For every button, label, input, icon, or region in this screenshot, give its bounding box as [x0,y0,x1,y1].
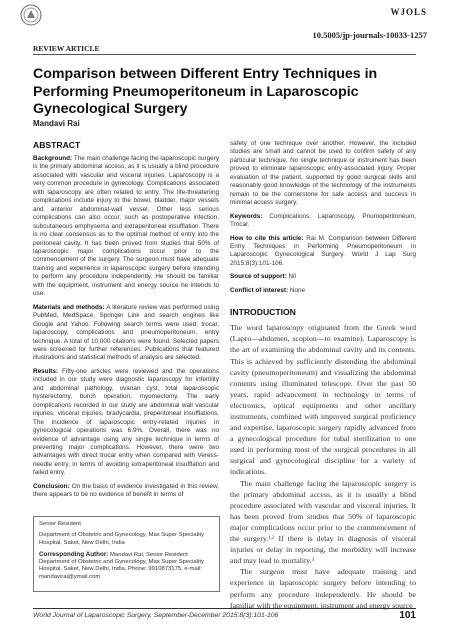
intro-paragraph-2: The main challenge facing the laparoscopic surgery is the primary abdominal access, as it is usually a blind procedure associated with vascular and visceral injuries. It has been proved from studies that 50% of laparoscopic major complications occur prior to the commencement of the surgery.$^{1,2}$ If there is delay in diagnosis of visceral injuries or delay in reporting, the morbidity will increase and may lead to mortality.$^3$ [230,478,416,566]
header-divider [33,54,416,55]
abstract-conclusion-cont: safety of one technique over another. However, the included studies are small and cannot be used to confirm safety of any particular technique. No single technique or instrument has been proved to eliminate laparoscopic entry-associated injury. Proper evaluation of the patient, supported by good surgical skills and reasonably good knowledge of the technology of the instruments remain to be the cornerstone for safe access and success in minimal access surgery. [230,140,416,207]
author-role: Senior Resident [39,521,81,527]
abstract-conclusion: Conclusion: On the basis of evidence investigated in this review, there appears to be no evidence of benefit in terms of [33,482,219,499]
abstract-left-column [33,140,219,505]
article-title: Comparison between Different Entry Techniques in Performing Pneumoperitoneum in Laparoscopic Gynecological Surgery [33,66,378,117]
author-affiliation-box [33,516,220,592]
keywords: Keywords: Complications, Laparoscopy, Pnumoperitoneum, Trocar. [230,212,417,229]
corresponding-author: Corresponding Author: Mandavi Rai, Senior Resident Department of Obstetric and Gynecology, Max Super Speciality Hospital, Saket, New Delhi, India, Phone: 9910873175, e-mail: mandavirai@ymail.com [39,550,204,580]
abstract-results: Results: Fifty-one articles were reviewed and the operations included in our study were diagnostic laparoscopy for infertility and abdominal pathology, ovarian cyst, total laparoscopic hysterectomy, burch operation, myomectomy. The early complications recorded in our study are abdominal wall vascular injuries, visceral injuries, bradycardia, preperitoneal insufflations. The incidence of laparoscopic entry-related injuries in gynecological operations was 6.9%. Overall, there was no evidence of advantage using any single technique in terms of preventing major complications. However, there were two advantages with direct trocar entry when compared with Veress-needle entry, in terms of avoiding extraperitoneal insufflation and failed entry. [33,367,220,477]
page-number: 101 [399,610,416,621]
footer-journal-line: World Journal of Laparoscopic Surgery, September-December 2015;8(3):101-106 [33,612,279,619]
abstract-background: Background: The main challenge facing the laparoscopic surgery is the primary abdominal access, as it is usually a blind procedure associated with vascular and visceral injuries. Laparoscopy is a very common procedure in gynecology. Complications associated with laparoscopy are often related to entry. The life-threatening complications include injury to the bowel, bladder, major vessels and anterior abdominal-wall vessel. Other less serious complications can also occur, such as postoperative infection, subcutaneous emphysema and extraperitoneal insufflation. There is no clear consensus as to the optimal method of entry into the peritoneal cavity. It has been proved from studies that 50% of laparoscopic major complications occur prior to the commencement of the surgery. The surgeon must have adequate training and experience in laparoscopic surgery before intending to perform any procedure independently. He should be familiar with the equipment, instrument and energy source he intends to use. [33,155,219,298]
abstract-methods: Materials and methods: A literature review was performed using PubMed, MedSpace, Springer Link and search engines like Google and Yahoo. Following search terms were used: trocar, laparoscopy, complications and pneumoperitoneum, entry technique. A total of 10,000 citations were found. Selected papers were screened for further references. Publications that featured illustrations and statistical methods of analysis are selected. [33,303,219,362]
intro-paragraph-1: The word laparoscopy originated from the Greek word (Lapro—abdomen, scopion—to examine). Laparoscopy is the art of examining the abdominal cavity and its contents. This is achieved by sufficiently distending the abdominal cavity (pneumoperitoneum) and visualizing the abdominal contents using illuminated telescope. Over the past 50 years, rapid advancement in technology in terms of electronics, optical equipments and other ancillary instruments, combined with improved surgical proficiency and expertise, laparoscopic surgery rapidly advanced from a gynecological procedure for tubal sterilization to one used in performing most of the surgical procedures in all surgical and gynecological discipline for a variety of indications. [230,323,416,477]
journal-logo-icon [20,4,42,26]
author-department: Department of Obstetric and Gynecology, Max Super Speciality Hospital, Saket, New Delhi, India [39,532,204,546]
header-band [0,0,449,27]
source-of-support: Source of support: Nil [230,273,296,281]
conflict-of-interest: Conflict of interest: None [230,286,306,294]
how-to-cite: How to cite this article: Rai M. Comparison between Different Entry Techniques in Performing Pneumoperitoneum in Laparoscopic Gynecological Surgery. World J Lap Surg 2015;8(3):101-106. [230,234,416,267]
introduction-heading: INTRODUCTION [230,307,296,318]
journal-tag: WJOLS [390,7,427,17]
right-column [230,140,416,611]
article-type: REVIEW ARTICLE [33,44,100,53]
intro-paragraph-3: The surgeon must have adequate training and experience in laparoscopic surgery before intending to perform any procedure independently. He should be familiar with the equipment, instrument and energy source [230,567,416,610]
abstract-heading: ABSTRACT [33,140,81,150]
author-name: Mandavi Rai [33,119,80,128]
doi-link[interactable]: 10.5005/jp-journals-10033-1257 [312,30,427,40]
footer-divider [33,608,416,609]
